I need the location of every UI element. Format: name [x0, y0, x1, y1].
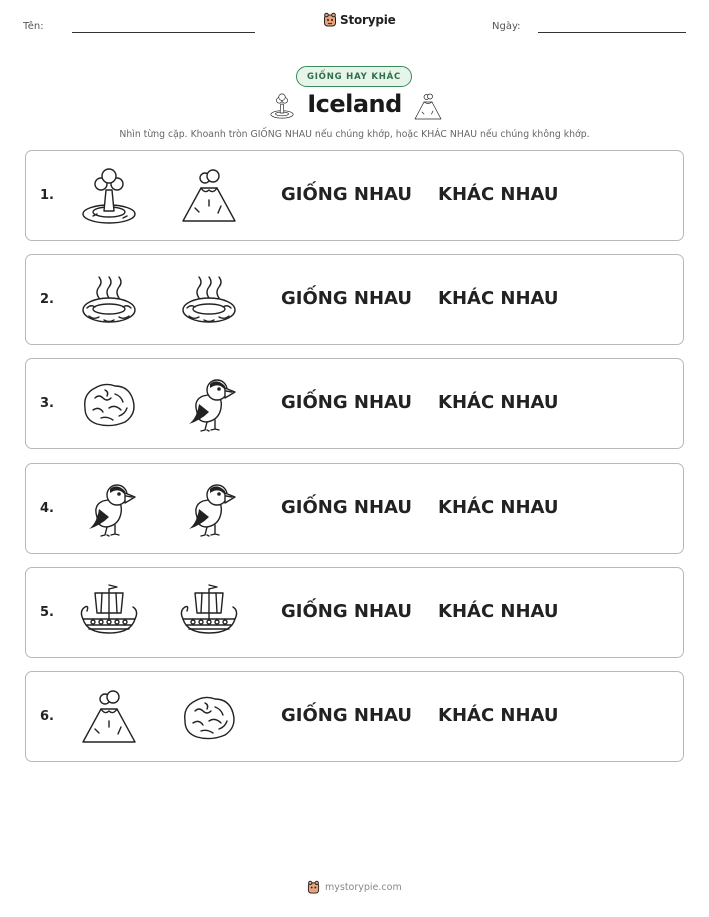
lava-rock-icon — [79, 374, 139, 434]
question-row — [25, 567, 684, 658]
storypie-mascot-icon — [307, 880, 320, 895]
same-option[interactable]: GIỐNG NHAU — [281, 705, 413, 726]
footer-url[interactable]: mystorypie.com — [325, 882, 402, 893]
question-row — [25, 358, 684, 449]
different-option[interactable]: KHÁC NHAU — [438, 288, 559, 310]
puffin-icon — [179, 479, 239, 539]
footer — [307, 880, 402, 895]
date-line[interactable] — [538, 32, 686, 33]
hot-spring-icon — [179, 270, 239, 330]
viking-ship-icon — [79, 583, 139, 643]
same-option[interactable]: GIỐNG NHAU — [281, 184, 413, 205]
same-option[interactable]: GIỐNG NHAU — [281, 392, 413, 414]
different-option[interactable]: KHÁC NHAU — [438, 600, 559, 622]
volcano-icon — [179, 166, 239, 226]
different-option[interactable]: KHÁC NHAU — [438, 496, 559, 518]
puffin-icon — [179, 374, 239, 434]
question-number: 4. — [40, 500, 54, 516]
question-number: 6. — [40, 709, 54, 724]
brand-name: Storypie — [340, 13, 396, 27]
geyser-icon — [79, 166, 139, 226]
different-option[interactable]: KHÁC NHAU — [438, 184, 559, 205]
different-option[interactable]: KHÁC NHAU — [438, 392, 559, 414]
different-option[interactable]: KHÁC NHAU — [438, 705, 559, 726]
name-label: Tên: — [23, 21, 44, 32]
same-option[interactable]: GIỐNG NHAU — [281, 288, 413, 310]
question-number: 3. — [40, 396, 54, 412]
lava-rock-icon — [179, 687, 239, 747]
volcano-icon — [79, 687, 139, 747]
question-row — [25, 150, 684, 241]
hot-spring-icon — [79, 270, 139, 330]
question-row — [25, 463, 684, 554]
same-option[interactable]: GIỐNG NHAU — [281, 600, 413, 622]
same-option[interactable]: GIỐNG NHAU — [281, 496, 413, 518]
volcano-icon — [413, 92, 443, 122]
worksheet-type-badge: GIỐNG HAY KHÁC — [296, 66, 412, 87]
brand-logo — [323, 12, 396, 28]
question-number: 2. — [40, 292, 54, 308]
question-number: 1. — [40, 188, 54, 203]
viking-ship-icon — [179, 583, 239, 643]
question-number: 5. — [40, 604, 54, 620]
puffin-icon — [79, 479, 139, 539]
question-row — [25, 254, 684, 345]
date-label: Ngày: — [492, 21, 521, 32]
instructions: Nhìn từng cặp. Khoanh tròn GIỐNG NHAU nếu chúng khớp, hoặc KHÁC NHAU nếu chúng không khớp. — [119, 129, 590, 140]
storypie-mascot-icon — [323, 12, 337, 28]
page-title: Iceland — [307, 90, 402, 118]
question-row — [25, 671, 684, 762]
name-line[interactable] — [72, 32, 255, 33]
